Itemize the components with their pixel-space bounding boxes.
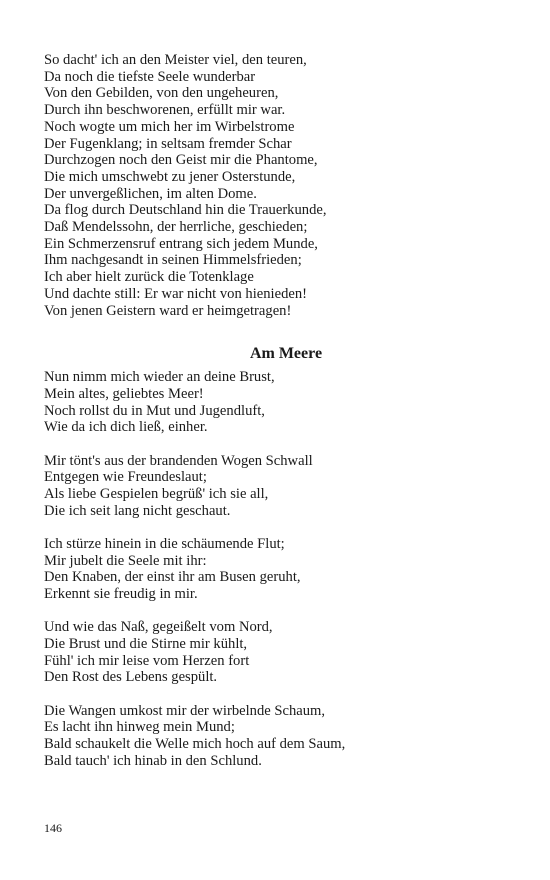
verse-line: Ich aber hielt zurück die Totenklage bbox=[44, 269, 254, 286]
verse-line: Der Fugenklang; in seltsam fremder Schar bbox=[44, 135, 292, 152]
verse-line: Als liebe Gespielen begrüß' ich sie all, bbox=[44, 485, 269, 502]
verse-line: Bald schaukelt die Welle mich hoch auf dem Saum, bbox=[44, 735, 346, 752]
verse-line: Der unvergeßlichen, im alten Dome. bbox=[44, 185, 257, 202]
verse-line: Die Wangen umkost mir der wirbelnde Schaum, bbox=[44, 702, 326, 719]
verse-line: Von jenen Geistern ward er heimgetragen! bbox=[44, 302, 292, 319]
verse-line: Bald tauch' ich hinab in den Schlund. bbox=[44, 752, 262, 769]
verse-line: Noch wogte um mich her im Wirbelstrome bbox=[44, 118, 295, 135]
stanza-1 bbox=[44, 369, 514, 436]
stanza-3 bbox=[44, 536, 514, 603]
verse-line: Durchzogen noch den Geist mir die Phantome, bbox=[44, 152, 318, 169]
verse-line: Da noch die tiefste Seele wunderbar bbox=[44, 68, 256, 85]
verse-line: Noch rollst du in Mut und Jugendluft, bbox=[44, 402, 265, 419]
stanza-gap bbox=[44, 519, 514, 536]
stanza-gap bbox=[44, 436, 514, 453]
stanza-5 bbox=[44, 703, 514, 770]
verse-line: Daß Mendelssohn, der herrliche, geschieden; bbox=[44, 219, 308, 236]
verse-line: Durch ihn beschworenen, erfüllt mir war. bbox=[44, 102, 286, 119]
verse-line: Den Knaben, der einst ihr am Busen geruht, bbox=[44, 569, 301, 586]
verse-line: Fühl' ich mir leise vom Herzen fort bbox=[44, 652, 250, 669]
verse-line: Erkennt sie freudig in mir. bbox=[44, 585, 198, 602]
verse-line: Da flog durch Deutschland hin die Trauerkunde, bbox=[44, 202, 327, 219]
verse-line: Den Rost des Lebens gespült. bbox=[44, 669, 218, 686]
poem-continuation bbox=[44, 52, 514, 319]
verse-line: So dacht' ich an den Meister viel, den teuren, bbox=[44, 52, 307, 68]
verse-line: Es lacht ihn hinweg mein Mund; bbox=[44, 719, 235, 736]
poem-title: Am Meere bbox=[249, 345, 323, 363]
verse-line: Und wie das Naß, gegeißelt vom Nord, bbox=[44, 619, 273, 636]
page-number: 146 bbox=[44, 821, 62, 835]
verse-line: Mir jubelt die Seele mit ihr: bbox=[44, 552, 207, 569]
verse-line: Ich stürze hinein in die schäumende Flut; bbox=[44, 535, 285, 552]
verse-line: Mein altes, geliebtes Meer! bbox=[44, 385, 204, 402]
stanza-gap bbox=[44, 603, 514, 620]
verse-line: Und dachte still: Er war nicht von hienieden! bbox=[44, 285, 308, 302]
verse-line: Wie da ich dich ließ, einher. bbox=[44, 419, 208, 436]
verse-line: Ihm nachgesandt in seinen Himmelsfrieden; bbox=[44, 252, 302, 269]
stanza-gap bbox=[44, 686, 514, 703]
verse-line: Entgegen wie Freundeslaut; bbox=[44, 469, 207, 486]
verse-line: Mir tönt's aus der brandenden Wogen Schwall bbox=[44, 452, 313, 469]
verse-line: Die mich umschwebt zu jener Osterstunde, bbox=[44, 168, 296, 185]
verse-line: Von den Gebilden, von den ungeheuren, bbox=[44, 85, 279, 102]
verse-line: Nun nimm mich wieder an deine Brust, bbox=[44, 369, 275, 386]
verse-line: Die ich seit lang nicht geschaut. bbox=[44, 502, 231, 519]
stanza-2 bbox=[44, 453, 514, 520]
verse-line: Ein Schmerzensruf entrang sich jedem Munde, bbox=[44, 235, 318, 252]
verse-line: Die Brust und die Stirne mir kühlt, bbox=[44, 635, 248, 652]
stanza-4 bbox=[44, 619, 514, 686]
book-page bbox=[44, 52, 514, 769]
